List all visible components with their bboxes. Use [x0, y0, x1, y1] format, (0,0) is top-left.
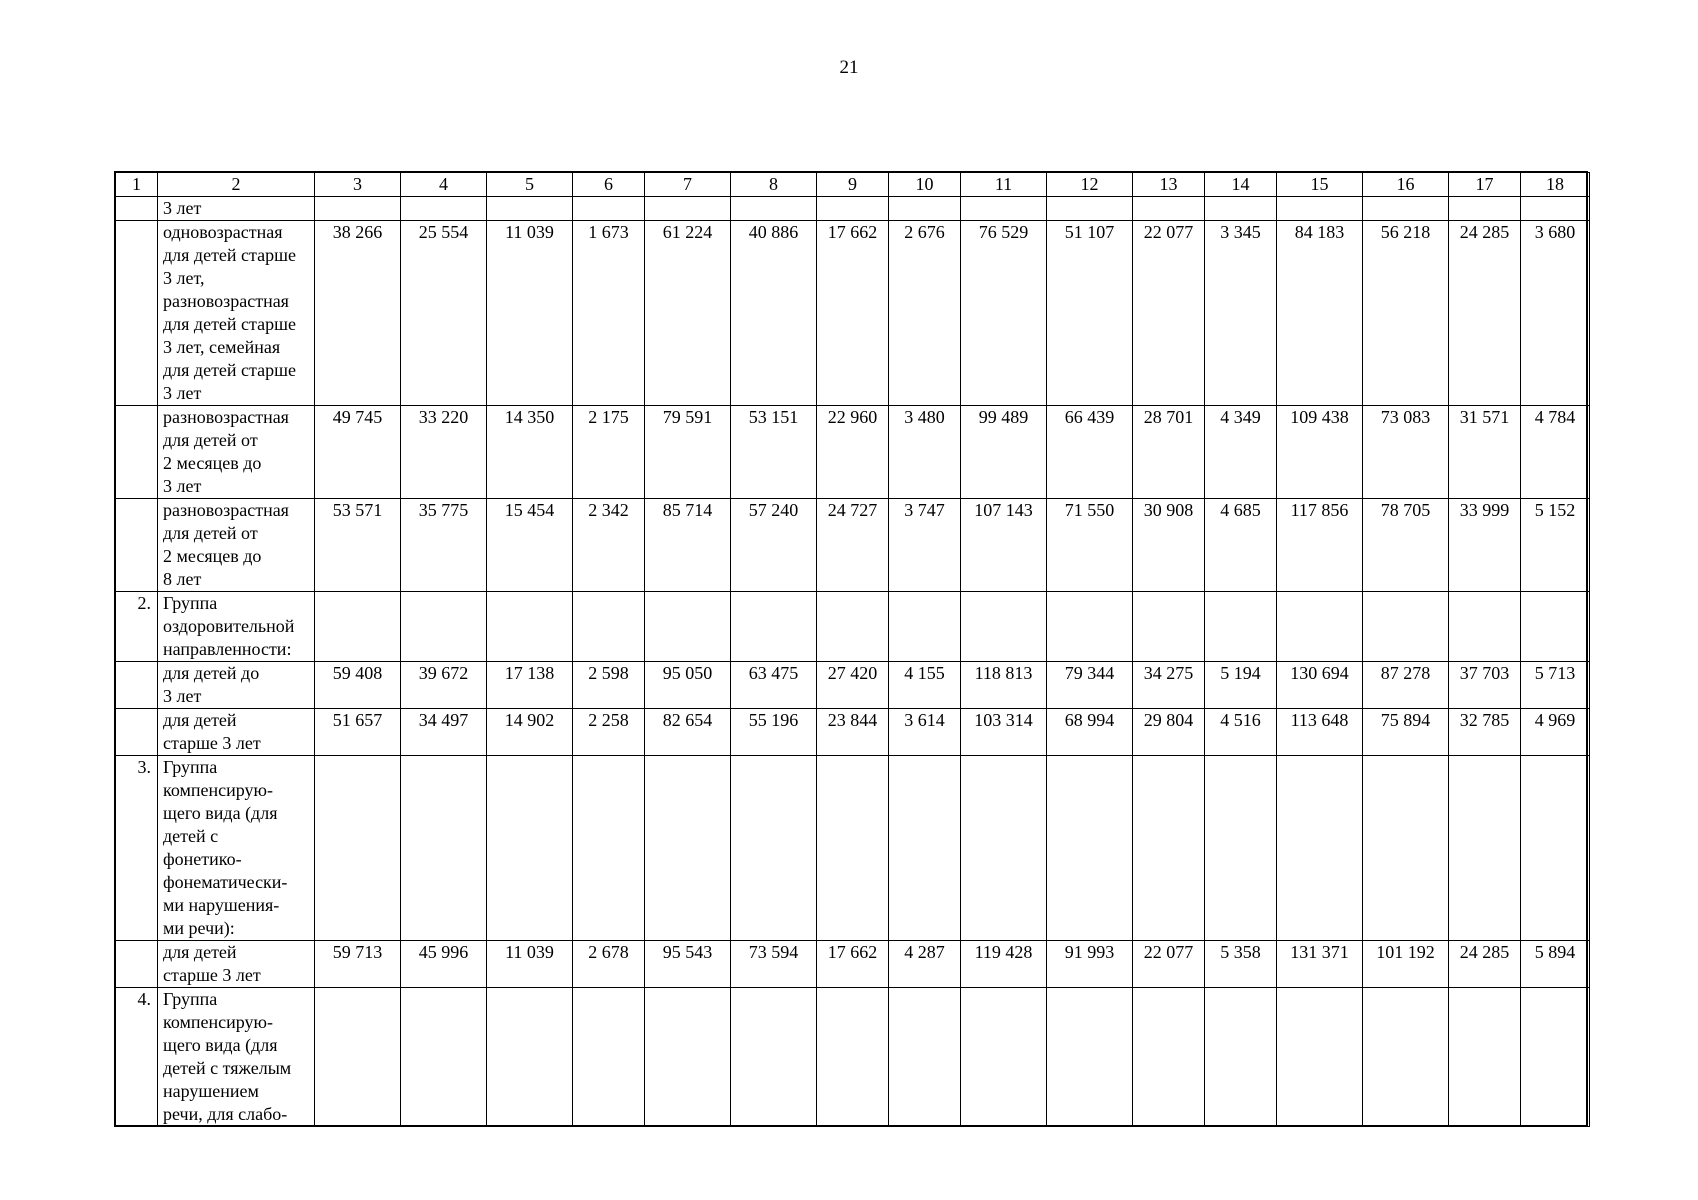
value-cell: 84 183 — [1277, 221, 1363, 406]
value-cell — [1277, 756, 1363, 941]
value-cell: 2 175 — [573, 406, 645, 499]
row-label: 3 лет — [158, 197, 315, 221]
value-cell: 28 701 — [1133, 406, 1205, 499]
column-header: 5 — [487, 173, 573, 197]
column-header: 18 — [1521, 173, 1590, 197]
value-cell — [1205, 592, 1277, 662]
value-cell: 101 192 — [1363, 941, 1449, 988]
value-cell — [573, 197, 645, 221]
value-cell: 5 194 — [1205, 662, 1277, 709]
value-cell: 59 408 — [315, 662, 401, 709]
value-cell: 53 571 — [315, 499, 401, 592]
value-cell: 103 314 — [961, 709, 1047, 756]
value-cell — [1133, 756, 1205, 941]
value-cell: 55 196 — [731, 709, 817, 756]
value-cell — [401, 592, 487, 662]
value-cell — [1363, 197, 1449, 221]
value-cell: 82 654 — [645, 709, 731, 756]
column-header: 8 — [731, 173, 817, 197]
value-cell — [1047, 197, 1133, 221]
value-cell: 35 775 — [401, 499, 487, 592]
value-cell: 2 258 — [573, 709, 645, 756]
value-cell: 78 705 — [1363, 499, 1449, 592]
value-cell: 1 673 — [573, 221, 645, 406]
value-cell — [401, 756, 487, 941]
value-cell — [645, 756, 731, 941]
column-header: 6 — [573, 173, 645, 197]
row-label: для детей до 3 лет — [158, 662, 315, 709]
value-cell — [645, 592, 731, 662]
value-cell — [1363, 592, 1449, 662]
value-cell — [817, 592, 889, 662]
value-cell — [645, 988, 731, 1127]
value-cell: 38 266 — [315, 221, 401, 406]
value-cell: 37 703 — [1449, 662, 1521, 709]
value-cell: 119 428 — [961, 941, 1047, 988]
value-cell — [487, 988, 573, 1127]
value-cell — [401, 988, 487, 1127]
value-cell: 95 543 — [645, 941, 731, 988]
value-cell — [315, 988, 401, 1127]
value-cell — [1449, 988, 1521, 1127]
value-cell: 31 571 — [1449, 406, 1521, 499]
table-row — [116, 756, 1590, 941]
value-cell: 25 554 — [401, 221, 487, 406]
value-cell: 15 454 — [487, 499, 573, 592]
row-index — [116, 941, 158, 988]
value-cell: 68 994 — [1047, 709, 1133, 756]
table-row — [116, 709, 1590, 756]
value-cell: 2 676 — [889, 221, 961, 406]
value-cell — [961, 592, 1047, 662]
value-cell: 131 371 — [1277, 941, 1363, 988]
value-cell: 71 550 — [1047, 499, 1133, 592]
row-label: разновозрастная для детей от 2 месяцев до 3 лет — [158, 406, 315, 499]
column-header: 11 — [961, 173, 1047, 197]
value-cell: 75 894 — [1363, 709, 1449, 756]
value-cell — [1277, 988, 1363, 1127]
value-cell — [1521, 988, 1590, 1127]
value-cell: 14 350 — [487, 406, 573, 499]
column-header: 10 — [889, 173, 961, 197]
value-cell: 30 908 — [1133, 499, 1205, 592]
value-cell: 109 438 — [1277, 406, 1363, 499]
value-cell — [1363, 756, 1449, 941]
value-cell: 17 662 — [817, 941, 889, 988]
value-cell — [889, 988, 961, 1127]
value-cell — [315, 197, 401, 221]
table-row — [116, 941, 1590, 988]
value-cell: 130 694 — [1277, 662, 1363, 709]
column-header: 4 — [401, 173, 487, 197]
column-header: 3 — [315, 173, 401, 197]
value-cell: 11 039 — [487, 941, 573, 988]
value-cell — [731, 756, 817, 941]
row-index: 4. — [116, 988, 158, 1127]
value-cell: 23 844 — [817, 709, 889, 756]
value-cell: 76 529 — [961, 221, 1047, 406]
value-cell — [961, 988, 1047, 1127]
value-cell — [1449, 197, 1521, 221]
value-cell: 2 598 — [573, 662, 645, 709]
tariff-table — [115, 172, 1590, 1127]
value-cell — [1521, 592, 1590, 662]
value-cell — [1449, 592, 1521, 662]
value-cell: 95 050 — [645, 662, 731, 709]
row-index — [116, 499, 158, 592]
row-label: Группа оздоровительной направленности: — [158, 592, 315, 662]
value-cell: 22 077 — [1133, 941, 1205, 988]
value-cell — [731, 592, 817, 662]
value-cell: 66 439 — [1047, 406, 1133, 499]
row-index — [116, 197, 158, 221]
value-cell: 4 685 — [1205, 499, 1277, 592]
value-cell: 57 240 — [731, 499, 817, 592]
value-cell: 4 155 — [889, 662, 961, 709]
value-cell — [889, 756, 961, 941]
value-cell — [487, 197, 573, 221]
row-index — [116, 709, 158, 756]
value-cell — [1133, 988, 1205, 1127]
value-cell — [1047, 988, 1133, 1127]
value-cell: 3 747 — [889, 499, 961, 592]
column-header: 14 — [1205, 173, 1277, 197]
value-cell: 33 999 — [1449, 499, 1521, 592]
row-label: одновозрастная для детей старше 3 лет, разновозрастная для детей старше 3 лет, семейная для детей старше 3 лет — [158, 221, 315, 406]
value-cell: 118 813 — [961, 662, 1047, 709]
row-label: для детей старше 3 лет — [158, 941, 315, 988]
value-cell: 63 475 — [731, 662, 817, 709]
value-cell — [889, 197, 961, 221]
value-cell: 29 804 — [1133, 709, 1205, 756]
value-cell: 4 516 — [1205, 709, 1277, 756]
value-cell: 32 785 — [1449, 709, 1521, 756]
value-cell — [1277, 197, 1363, 221]
value-cell — [817, 988, 889, 1127]
value-cell — [1047, 756, 1133, 941]
value-cell: 49 745 — [315, 406, 401, 499]
value-cell: 4 784 — [1521, 406, 1590, 499]
value-cell — [817, 197, 889, 221]
value-cell: 5 358 — [1205, 941, 1277, 988]
page-number: 21 — [839, 57, 859, 78]
value-cell: 51 107 — [1047, 221, 1133, 406]
value-cell — [1133, 592, 1205, 662]
value-cell: 14 902 — [487, 709, 573, 756]
column-header: 7 — [645, 173, 731, 197]
column-header: 17 — [1449, 173, 1521, 197]
value-cell: 56 218 — [1363, 221, 1449, 406]
value-cell: 3 345 — [1205, 221, 1277, 406]
value-cell: 45 996 — [401, 941, 487, 988]
value-cell — [731, 988, 817, 1127]
value-cell: 17 138 — [487, 662, 573, 709]
column-header: 12 — [1047, 173, 1133, 197]
row-label: Группа компенсирую- щего вида (для детей с фонетико- фонематически- ми нарушения- ми речи): — [158, 756, 315, 941]
table-row — [116, 221, 1590, 406]
table-body — [116, 173, 1590, 1127]
value-cell: 5 894 — [1521, 941, 1590, 988]
value-cell — [401, 197, 487, 221]
value-cell — [1205, 756, 1277, 941]
value-cell: 73 594 — [731, 941, 817, 988]
value-cell: 22 077 — [1133, 221, 1205, 406]
row-index — [116, 221, 158, 406]
column-header: 16 — [1363, 173, 1449, 197]
value-cell: 27 420 — [817, 662, 889, 709]
value-cell: 24 285 — [1449, 221, 1521, 406]
column-header: 2 — [158, 173, 315, 197]
value-cell — [315, 756, 401, 941]
value-cell: 3 680 — [1521, 221, 1590, 406]
value-cell — [1277, 592, 1363, 662]
value-cell — [573, 592, 645, 662]
row-index — [116, 662, 158, 709]
value-cell — [645, 197, 731, 221]
value-cell — [1205, 988, 1277, 1127]
value-cell — [1449, 756, 1521, 941]
table-row — [116, 499, 1590, 592]
value-cell: 4 969 — [1521, 709, 1590, 756]
value-cell — [961, 197, 1047, 221]
value-cell: 73 083 — [1363, 406, 1449, 499]
value-cell: 117 856 — [1277, 499, 1363, 592]
value-cell: 2 678 — [573, 941, 645, 988]
value-cell: 53 151 — [731, 406, 817, 499]
row-index: 2. — [116, 592, 158, 662]
value-cell — [961, 756, 1047, 941]
row-label: разновозрастная для детей от 2 месяцев до 8 лет — [158, 499, 315, 592]
value-cell — [1133, 197, 1205, 221]
value-cell — [731, 197, 817, 221]
table-row — [116, 406, 1590, 499]
value-cell: 61 224 — [645, 221, 731, 406]
table-row — [116, 988, 1590, 1127]
row-index: 3. — [116, 756, 158, 941]
value-cell: 113 648 — [1277, 709, 1363, 756]
table-row — [116, 197, 1590, 221]
column-header: 9 — [817, 173, 889, 197]
value-cell: 24 285 — [1449, 941, 1521, 988]
table-row — [116, 592, 1590, 662]
value-cell — [1205, 197, 1277, 221]
column-header: 15 — [1277, 173, 1363, 197]
value-cell: 51 657 — [315, 709, 401, 756]
value-cell — [487, 592, 573, 662]
value-cell: 22 960 — [817, 406, 889, 499]
value-cell: 59 713 — [315, 941, 401, 988]
value-cell — [1363, 988, 1449, 1127]
value-cell: 40 886 — [731, 221, 817, 406]
value-cell: 11 039 — [487, 221, 573, 406]
value-cell: 99 489 — [961, 406, 1047, 499]
row-index — [116, 406, 158, 499]
value-cell: 5 713 — [1521, 662, 1590, 709]
column-header: 13 — [1133, 173, 1205, 197]
column-header: 1 — [116, 173, 158, 197]
value-cell: 3 480 — [889, 406, 961, 499]
value-cell: 39 672 — [401, 662, 487, 709]
value-cell — [487, 756, 573, 941]
value-cell: 4 287 — [889, 941, 961, 988]
value-cell: 3 614 — [889, 709, 961, 756]
value-cell: 79 591 — [645, 406, 731, 499]
value-cell: 5 152 — [1521, 499, 1590, 592]
value-cell — [817, 756, 889, 941]
value-cell: 79 344 — [1047, 662, 1133, 709]
table-header-row — [116, 173, 1590, 197]
value-cell — [315, 592, 401, 662]
value-cell: 87 278 — [1363, 662, 1449, 709]
value-cell: 91 993 — [1047, 941, 1133, 988]
value-cell — [573, 756, 645, 941]
row-label: Группа компенсирую- щего вида (для детей с тяжелым нарушением речи, для слабо- — [158, 988, 315, 1127]
value-cell — [1521, 756, 1590, 941]
value-cell: 4 349 — [1205, 406, 1277, 499]
row-label: для детей старше 3 лет — [158, 709, 315, 756]
table-row — [116, 662, 1590, 709]
value-cell — [1521, 197, 1590, 221]
value-cell — [573, 988, 645, 1127]
value-cell: 2 342 — [573, 499, 645, 592]
value-cell: 33 220 — [401, 406, 487, 499]
value-cell: 34 497 — [401, 709, 487, 756]
value-cell: 107 143 — [961, 499, 1047, 592]
value-cell — [889, 592, 961, 662]
value-cell: 85 714 — [645, 499, 731, 592]
value-cell: 24 727 — [817, 499, 889, 592]
value-cell: 34 275 — [1133, 662, 1205, 709]
value-cell: 17 662 — [817, 221, 889, 406]
value-cell — [1047, 592, 1133, 662]
